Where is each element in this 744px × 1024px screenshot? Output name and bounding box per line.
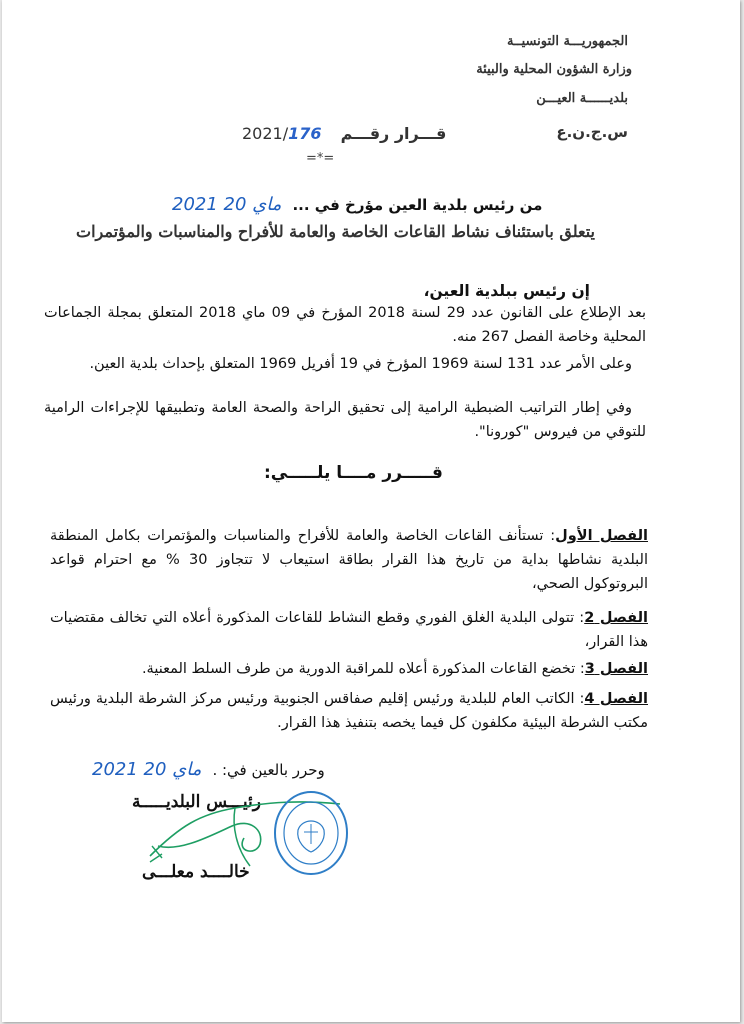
preamble-opening: إن رئيس ببلدية العين، xyxy=(423,282,590,300)
preamble-paragraph-2: وعلى الأمر عدد 131 لسنة 1969 المؤرخ في 19 أفريل 1969 المتعلق بإحداث بلدية العين. xyxy=(89,356,632,372)
closing-row xyxy=(92,759,325,780)
article-3 xyxy=(50,657,648,681)
article-3-label: الفصل 3 xyxy=(584,661,648,677)
letterhead-ministry: وزارة الشؤون المحلية والبيئة xyxy=(476,62,632,77)
preamble-paragraph-1: بعد الإطلاع على القانون عدد 29 لسنة 2018 المؤرخ في 09 ماي 2018 المتعلق بمجلة الجماعات المحلية وخاصة الفصل 267 منه. xyxy=(44,305,646,345)
article-2-text: : تتولى البلدية الغلق الفوري وقطع النشاط للقاعات المذكورة أعلاه التي تخالف مقتضيات هذا القرار، xyxy=(50,610,648,650)
decision-ornament: =*= xyxy=(306,151,335,166)
closing-done-at: وحرر بالعين في: . xyxy=(212,761,325,779)
closing-date-handwritten: 2021 ماي 20 xyxy=(92,759,202,780)
header-date-handwritten: 2021 ماي 20 xyxy=(172,194,282,215)
from-line: من رئيس بلدية العين مؤرخ في ... xyxy=(292,196,543,214)
from-line-row xyxy=(172,194,542,215)
preamble-paragraph-3: وفي إطار التراتيب الضبطية الرامية إلى تحقيق الراحة والصحة العامة وتطبيقها للإجراءات الرامية للتوقي من فيروس "كورونا". xyxy=(44,400,646,440)
subject-line: يتعلق باستئناف نشاط القاعات الخاصة والعامة للأفراح والمناسبات والمؤتمرات xyxy=(76,222,595,241)
article-4-text: : الكاتب العام للبلدية ورئيس إقليم صفاقس الجنوبية ورئيس مركز الشرطة البلدية ورئيس مكتب الشرطة البيئية مكلفون كل فيما يخصه بتنفيذ هذا القرار. xyxy=(50,691,648,731)
letterhead-municipality: بلديــــــة العيـــن xyxy=(536,91,628,106)
article-1-text: : تستأنف القاعات الخاصة والعامة للأفراح والمناسبات والمؤتمرات بكامل المنطقة البلدية نشاطها بداية من تاريخ هذا القرار بطاقة استيعاب لا تتجاوز 30 % مع احترام قواعد البروتوكول الصحي، xyxy=(50,528,648,592)
signatory-name: خالــــد معلـــى xyxy=(142,862,250,882)
decision-number-handwritten: 176 xyxy=(288,124,322,143)
article-4-label: الفصل 4 xyxy=(584,691,648,707)
article-2 xyxy=(50,606,648,654)
decision-number xyxy=(242,124,446,143)
official-stamp xyxy=(272,790,350,876)
article-2-label: الفصل 2 xyxy=(584,610,648,626)
decision-year: 2021/ xyxy=(242,124,289,143)
decides-heading: قـــــرر مــــا يلـــــي: xyxy=(264,463,443,483)
article-1 xyxy=(50,524,648,596)
reference-abbrev: س.ج.ن.ع xyxy=(556,123,628,141)
decision-label: قـــرار رقـــم xyxy=(340,124,447,143)
document-page xyxy=(2,0,740,1022)
article-3-text: : تخضع القاعات المذكورة أعلاه للمراقبة الدورية من طرف السلط المعنية. xyxy=(141,661,585,677)
letterhead-republic: الجمهوريـــة التونسيــة xyxy=(507,34,628,49)
article-1-label: الفصل الأول xyxy=(555,528,648,544)
article-4 xyxy=(50,687,648,735)
signatory-title: رئيـــس البلديـــــة xyxy=(132,792,261,812)
